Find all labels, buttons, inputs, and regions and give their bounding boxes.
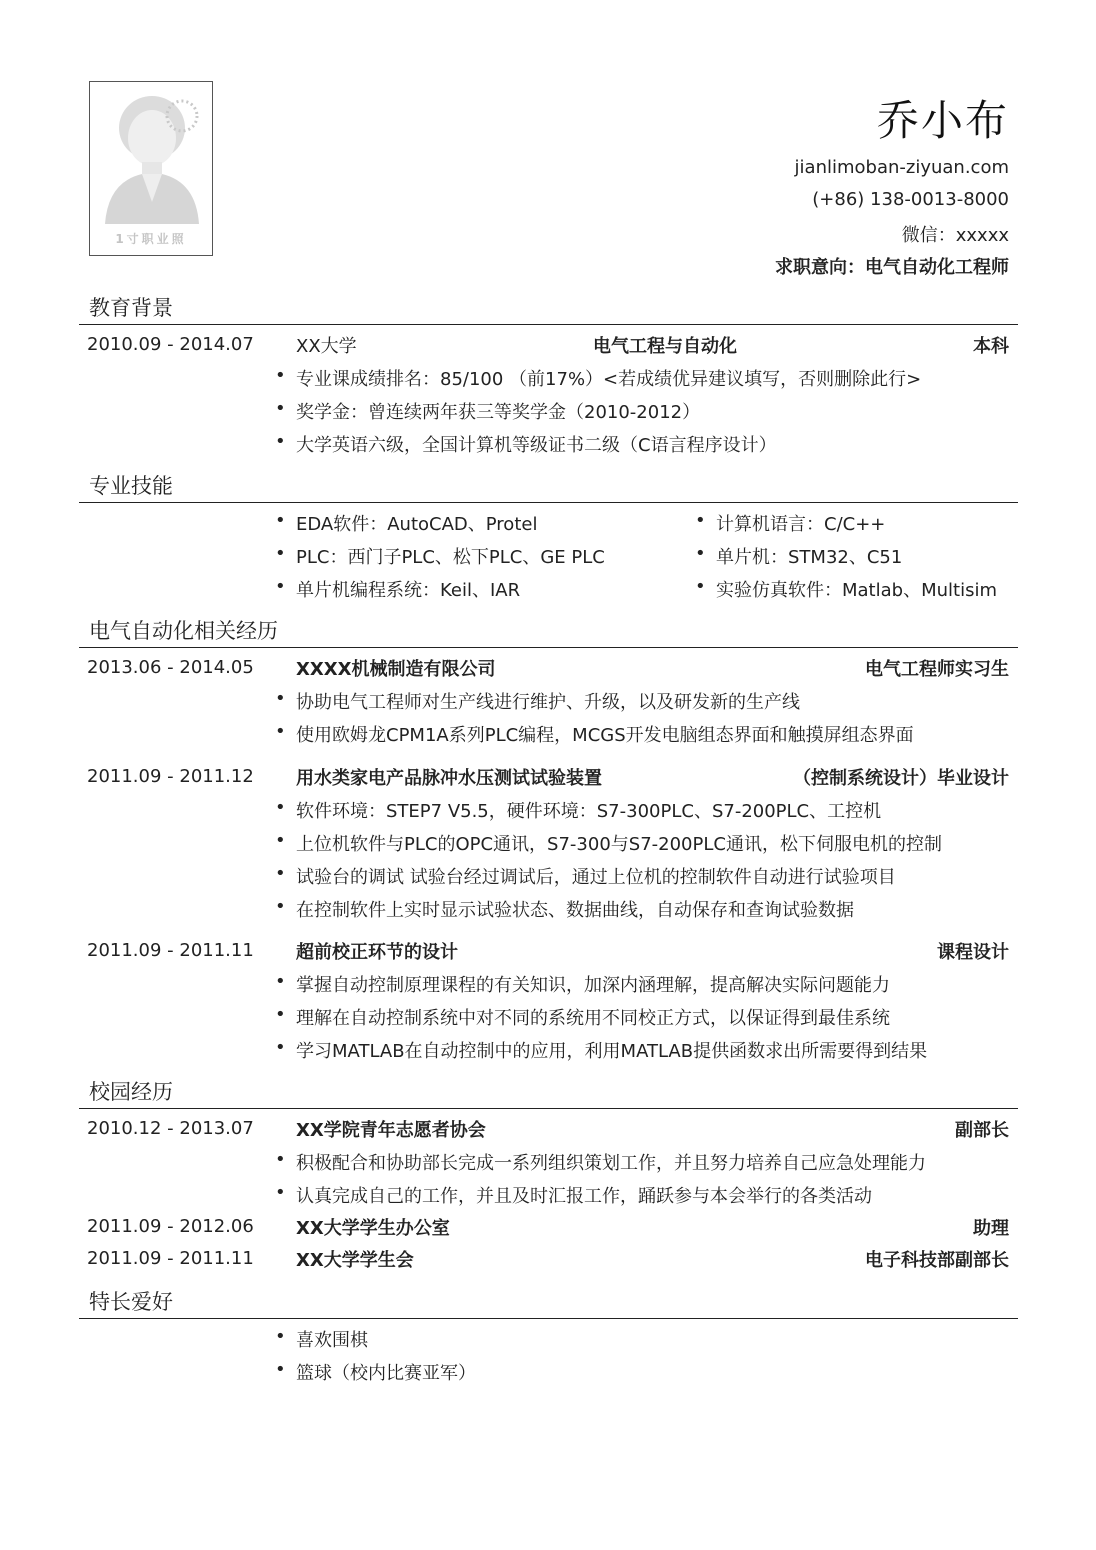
list-item: • 专业课成绩排名：85/100 （前17%）<若成绩优异建议填写，否则删除此行> xyxy=(296,365,921,391)
list-item: • 软件环境：STEP7 V5.5，硬件环境：S7-300PLC、S7-200PLC、工控机 xyxy=(296,797,881,823)
campus-org: XX大学学生办公室 xyxy=(296,1218,450,1239)
list-item: • 奖学金：曾连续两年获三等奖学金（2010-2012） xyxy=(296,398,700,424)
education-school: XX大学 xyxy=(296,336,357,357)
campus-date: 2011.09 - 2012.06 xyxy=(87,1216,254,1237)
campus-org: XX大学学生会 xyxy=(296,1250,414,1271)
education-date: 2010.09 - 2014.07 xyxy=(87,334,254,355)
list-item: • 在控制软件上实时显示试验状态、数据曲线，自动保存和查询试验数据 xyxy=(296,896,854,922)
experience-org: 超前校正环节的设计 xyxy=(296,942,458,963)
experience-org: XXXX机械制造有限公司 xyxy=(296,659,496,680)
section-title-campus: 校园经历 xyxy=(89,1080,173,1104)
list-item: • 上位机软件与PLC的OPC通讯，S7-300与S7-200PLC通讯，松下伺服电机的控制 xyxy=(296,830,942,856)
section-title-education: 教育背景 xyxy=(89,296,173,320)
campus-date: 2011.09 - 2011.11 xyxy=(87,1248,254,1269)
profile-photo-placeholder xyxy=(89,81,213,256)
section-divider xyxy=(79,1318,1018,1319)
campus-role: 电子科技部副部长 xyxy=(865,1250,1009,1271)
campus-date: 2010.12 - 2013.07 xyxy=(87,1118,254,1139)
campus-role: 助理 xyxy=(973,1218,1009,1239)
section-divider xyxy=(79,1108,1018,1109)
list-item: • 理解在自动控制系统中对不同的系统用不同校正方式，以保证得到最佳系统 xyxy=(296,1004,890,1030)
list-item: • 掌握自动控制原理课程的有关知识，加深内涵理解，提高解决实际问题能力 xyxy=(296,971,890,997)
section-title-experience: 电气自动化相关经历 xyxy=(89,619,278,643)
list-item: • 学习MATLAB在自动控制中的应用，利用MATLAB提供函数求出所需要得到结果 xyxy=(296,1037,927,1063)
list-item: • 试验台的调试 试验台经过调试后，通过上位机的控制软件自动进行试验项目 xyxy=(296,863,896,889)
education-major: 电气工程与自动化 xyxy=(593,336,737,357)
experience-role: 课程设计 xyxy=(937,942,1009,963)
experience-role: （控制系统设计）毕业设计 xyxy=(793,768,1009,789)
photo-caption: 1寸职业照 xyxy=(115,232,187,246)
list-item: • 计算机语言：C/C++ xyxy=(716,510,885,536)
phone-text: (+86) 138-0013-8000 xyxy=(812,189,1009,210)
section-divider xyxy=(79,647,1018,648)
list-item: • EDA软件：AutoCAD、Protel xyxy=(296,510,537,536)
campus-org: XX学院青年志愿者协会 xyxy=(296,1120,486,1141)
campus-role: 副部长 xyxy=(955,1120,1009,1141)
candidate-name: 乔小布 xyxy=(876,96,1009,145)
list-item: • 认真完成自己的工作，并且及时汇报工作，踊跃参与本会举行的各类活动 xyxy=(296,1182,872,1208)
section-divider xyxy=(79,502,1018,503)
list-item: • 积极配合和协助部长完成一系列组织策划工作，并且努力培养自己应急处理能力 xyxy=(296,1149,926,1175)
experience-date: 2011.09 - 2011.11 xyxy=(87,940,254,961)
list-item: • 使用欧姆龙CPM1A系列PLC编程，MCGS开发电脑组态界面和触摸屏组态界面 xyxy=(296,721,914,747)
experience-org: 用水类家电产品脉冲水压测试试验装置 xyxy=(296,768,602,789)
section-divider xyxy=(79,324,1018,325)
list-item: • PLC：西门子PLC、松下PLC、GE PLC xyxy=(296,543,605,569)
website-text: jianlimoban-ziyuan.com xyxy=(794,157,1009,178)
person-silhouette-icon xyxy=(90,82,211,254)
list-item: • 篮球（校内比赛亚军） xyxy=(296,1359,476,1385)
list-item: • 大学英语六级，全国计算机等级证书二级（C语言程序设计） xyxy=(296,431,777,457)
experience-date: 2013.06 - 2014.05 xyxy=(87,657,254,678)
list-item: • 单片机编程系统：Keil、IAR xyxy=(296,576,520,602)
experience-date: 2011.09 - 2011.12 xyxy=(87,766,254,787)
list-item: • 单片机：STM32、C51 xyxy=(716,543,902,569)
experience-role: 电气工程师实习生 xyxy=(865,659,1009,680)
list-item: • 喜欢围棋 xyxy=(296,1326,368,1352)
job-objective: 求职意向：电气自动化工程师 xyxy=(775,257,1009,278)
section-title-hobbies: 特长爱好 xyxy=(89,1290,173,1314)
list-item: • 实验仿真软件：Matlab、Multisim xyxy=(716,576,997,602)
section-title-skills: 专业技能 xyxy=(89,474,173,498)
wechat-text: 微信：xxxxx xyxy=(901,225,1009,246)
list-item: • 协助电气工程师对生产线进行维护、升级，以及研发新的生产线 xyxy=(296,688,800,714)
education-degree: 本科 xyxy=(973,336,1009,357)
